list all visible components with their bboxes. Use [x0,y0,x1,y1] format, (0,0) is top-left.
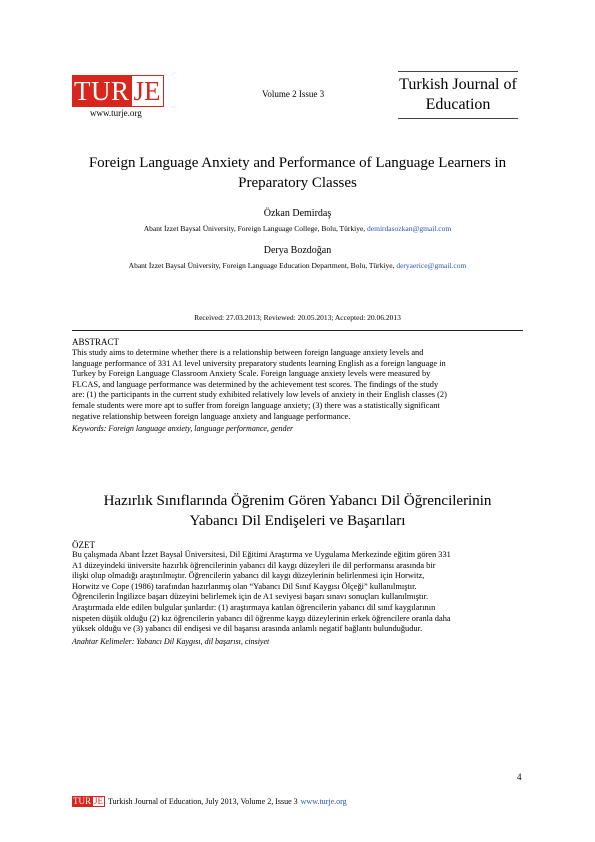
author-affiliation [40,224,555,233]
author-affiliation [40,261,555,270]
page-number: 4 [517,772,522,782]
footer-logo-je: JE [94,796,103,806]
author-email-link[interactable]: deryaerice@gmail.com [396,261,467,270]
affiliation-text: Abant İzzet Baysal Üniversity, Foreign Language Education Department, Bolu, Türkiye, [128,261,397,270]
received-dates: Received: 27.03.2013; Reviewed: 20.05.2013; Accepted: 20.06.2013 [194,313,401,322]
ozet-body [72,550,523,635]
abstract-line: female students were more apt to suffer from foreign language anxiety; (3) there was a statistically significant [72,400,440,410]
abstract-line: Turkey by Foreign Language Classroom Anxiety Scale. Foreign language anxiety levels were measured by [72,369,431,379]
abstract-keywords: Keywords: Foreign language anxiety, language performance, gender [72,424,294,433]
paper-title [60,153,535,193]
page-footer [72,796,347,807]
ozet-keywords: Anahtar Kelimeler: Yabancı Dil Kaygısı, dil başarısı, cinsiyet [72,637,270,646]
ozet-line: nispeten düşük olduğu (2) kız öğrencilerin yabancı dil öğrenme kaygı düzeylerinin erkek öğrencilere oranla daha [72,613,451,623]
abstract-line: This study aims to determine whether there is a relationship between foreign language anxiety levels and [72,348,424,357]
journal-name-line2: Education [425,96,491,113]
paper-title-line1: Foreign Language Anxiety and Performance of Language Learners in [88,155,507,171]
author-email-link[interactable]: demirdasozkan@gmail.com [367,224,452,233]
footer-logo [72,796,105,807]
ozet-line: Horwitz ve Cope (1986) tarafından hazırlanmış olan “Yabancı Dil Sınıf Kaygısı Ölçeği” kullanılmıştır. [72,581,417,591]
paper-title-line2: Preparatory Classes [238,175,357,191]
affiliation-text: Abant İzzet Baysal Üniversity, Foreign Language College, Bolu, Türkiye, [143,224,368,233]
ozet-heading: ÖZET [72,540,95,550]
section-divider [72,330,523,331]
abstract-line: negative relationship between foreign language anxiety and language performance. [72,411,351,421]
author-name: Derya Bozdoğan [263,245,332,256]
author-name: Özkan Demirdaş [263,208,332,219]
turkish-title-line2: Yabancı Dil Endişeleri ve Başarıları [189,513,406,529]
logo-je: JE [131,75,164,107]
ozet-line: yüksek olduğu ve (3) yabancı dil endişesi ve dil başarısı arasında anlamlı negatif bağlantı bulunduğudur. [72,624,423,634]
logo-tur: TUR [74,76,130,106]
abstract-heading: ABSTRACT [72,337,120,347]
abstract-body [72,348,523,422]
footer-url-link[interactable]: www.turje.org [300,797,347,806]
ozet-line: Öğrencilerin İngilizce başarı düzeyini belirlemek için de A1 seviyesi başarı sınavı sonuçları kullanılmıştır. [72,592,429,602]
ozet-line: A1 düzeyindeki üniversite hazırlık öğrencilerinin yabancı dil kaygı düzeyleri ile dil performansı arasında bir [72,560,436,570]
volume-issue: Volume 2 Issue 3 [262,89,325,99]
abstract-line: FLCAS, and language performance was determined by the achievement test scores. The findings of the study [72,379,439,389]
abstract-line: are: (1) the participants in the current study exhibited relatively low levels of anxiety in their English classes (2) [72,390,447,400]
journal-name-line1: Turkish Journal of [399,76,517,93]
ozet-line: Araştırmada elde edilen bulgular şunlardır: (1) araştırmaya katılan öğrencilerin yabancı dil sınıf kaygılarının [72,602,436,612]
footer-citation: Turkish Journal of Education, July 2013, Volume 2, Issue 3 [108,797,298,806]
journal-name-top-rule [398,71,518,72]
journal-name-bottom-rule [398,118,518,119]
abstract-line: language performance of 331 A1 level university preparatory students learning English as a foreign language in [72,358,446,368]
turkish-title-line1: Hazırlık Sınıflarında Öğrenim Gören Yabancı Dil Öğrencilerinin [103,493,492,509]
journal-website[interactable]: www.turje.org [90,108,142,118]
journal-logo [72,75,164,107]
ozet-line: Bu çalışmada Abant İzzet Baysal Üniversitesi, Dil Eğitimi Araştırma ve Uygulama Merkezinde eğitim gören 331 [72,550,451,559]
turkish-title [60,491,535,531]
ozet-line: ilişki olup olmadığı araştırılmıştır. Öğrencilerin yabancı dil kaygı düzeylerinin belirlenmesi için Horwitz, [72,571,425,581]
footer-logo-tur: TUR [73,796,91,806]
journal-name [398,75,518,115]
